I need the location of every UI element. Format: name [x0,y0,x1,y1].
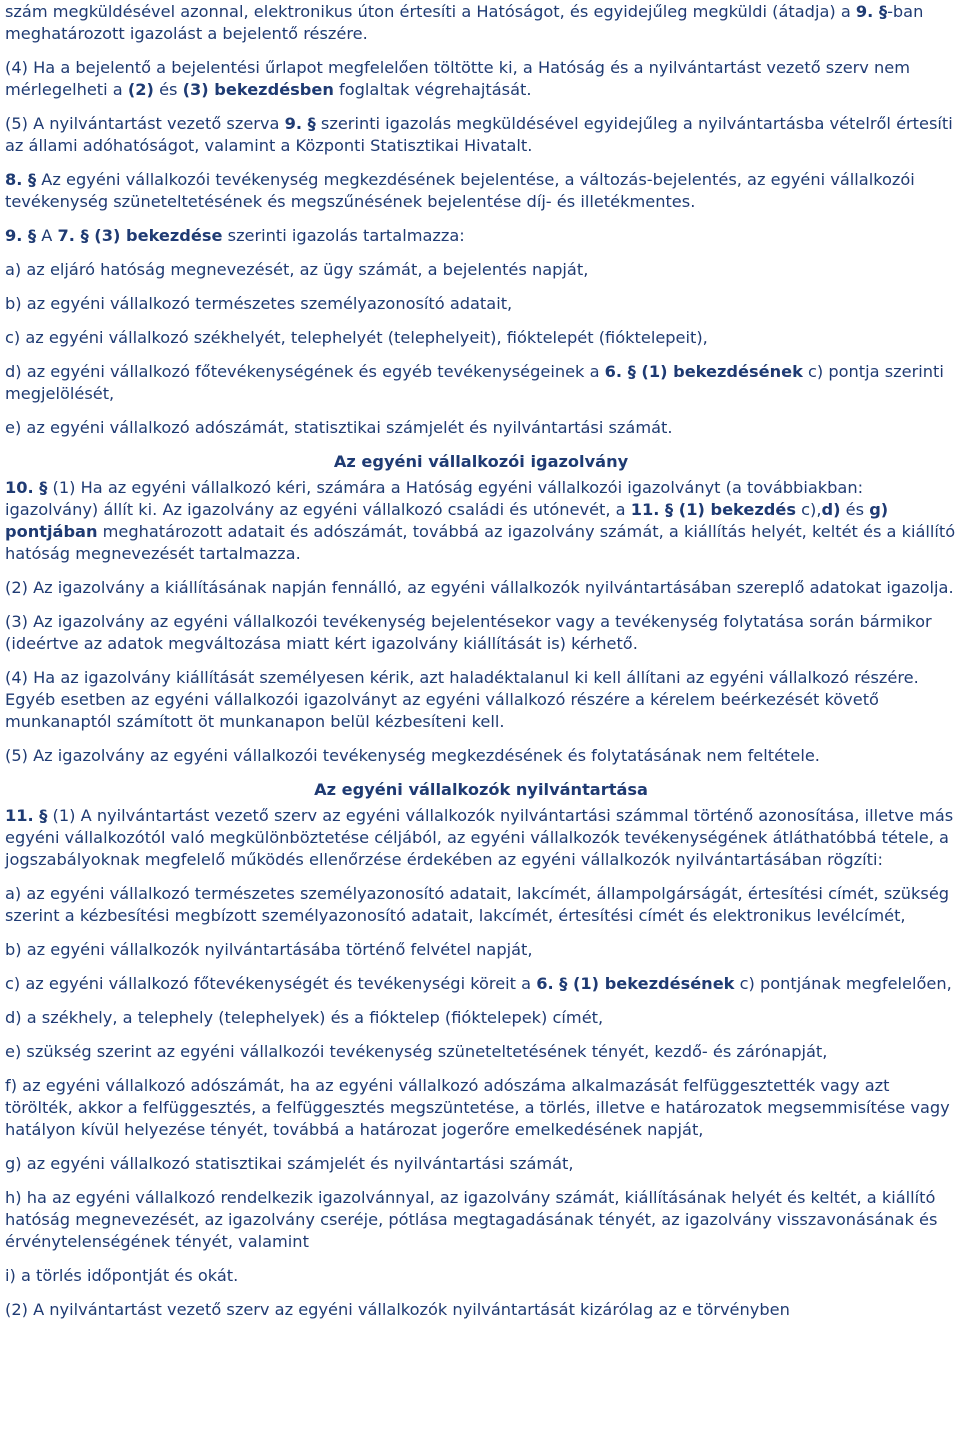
section-number: 9. § [5,226,37,245]
list-item-d: d) a székhely, a telephely (telephelyek) és a fióktelep (fióktelepek) címét, [5,1008,604,1027]
text: szerinti igazolás tartalmazza: [222,226,465,245]
section-9 [5,225,957,247]
document-page [5,1,957,1333]
section-11-1 [5,805,957,871]
heading-nyilvantartas: Az egyéni vállalkozók nyilvántartása [314,780,648,799]
list-item-e: e) az egyéni vállalkozó adószámát, statisztikai számjelét és nyilvántartási számát. [5,418,673,437]
text: c) pontjának megfelelően, [734,974,952,993]
list-item-a: a) az eljáró hatóság megnevezését, az ügy számát, a bejelentés napját, [5,260,589,279]
paragraph-continuation [5,1,957,45]
section-ref: 6. § (1) bekezdésének [604,362,803,381]
list-item-c [5,973,957,995]
text: (5) A nyilvántartást vezető szerva [5,114,285,133]
list-item-a: a) az egyéni vállalkozó természetes személyazonosító adatait, lakcímét, állampolgárságát, értesítési címét, szükség szerint a kézbesítési megbízott személyazonosító adatait, lakcímét, értesítési címét és elektronikus levélcímét, [5,884,950,925]
text: és [153,80,183,99]
section-8 [5,169,957,213]
list-item-f: f) az egyéni vállalkozó adószámát, ha az egyéni vállalkozó adószáma alkalmazását felfüggesztették vagy azt törölték, akkor a felfüggesztés, a felfüggesztés megszüntetése, a törlés, illetve e határozatok megsemmisítése vagy hatályon kívül helyezése tényét, továbbá a határozat jogerőre emelkedésének napját, [5,1076,950,1139]
list-item-d [5,361,957,405]
text: szerinti igazolás megküldésével egyidejűleg a nyilvántartásba vételről értesíti az állami adóhatóságot, valamint a Központi Statisztikai Hivatalt. [5,114,953,155]
paragraph-7-5 [5,113,957,157]
text: d) az egyéni vállalkozó főtevékenységének és egyéb tevékenységeinek a [5,362,605,381]
list-item-h: h) ha az egyéni vállalkozó rendelkezik igazolvánnyal, az igazolvány számát, kiállításának helyét és keltét, a kiállító hatóság megnevezését, az igazolvány cseréje, pótlása megtagadásának tényét, az igazolvány visszavonásának és érvénytelenségének tényét, valamint [5,1188,938,1251]
section-ref: (3) bekezdésben [182,80,334,99]
section-ref: 7. § (3) bekezdése [57,226,223,245]
section-number: 8. § [5,170,37,189]
section-number: 11. § [5,806,48,825]
text: meghatározott adatait és adószámát, továbbá az igazolvány számát, a kiállítás helyét, keltét és a kiállító hatóság megnevezését tartalmazza. [5,522,956,563]
text: -ban meghatározott igazolást a bejelentő részére. [5,2,924,43]
paragraph-10-3: (3) Az igazolvány az egyéni vállalkozói tevékenység bejelentésekor vagy a tevékenység folytatása során bármikor (ideértve az adatok megváltozása miatt kért igazolvány kiállítását is) kérhető. [5,612,932,653]
paragraph-10-2: (2) Az igazolvány a kiállításának napján fennálló, az egyéni vállalkozók nyilvántartásában szereplő adatokat igazolja. [5,578,954,597]
list-item-b: b) az egyéni vállalkozó természetes személyazonosító adatait, [5,294,513,313]
text: (1) A nyilvántartást vezető szerv az egyéni vállalkozók nyilvántartási számmal történő azonosítása, illetve más egyéni vállalkozótól való megkülönböztetése céljából, az egyéni vállalkozók tevékenységének átláthatóbbá tétele, a jogszabályoknak megfelelő működés ellenőrzése érdekében az egyéni vállalkozók nyilvántartásában rögzíti: [5,806,954,869]
list-item-i: i) a törlés időpontját és okát. [5,1266,239,1285]
list-item-b: b) az egyéni vállalkozók nyilvántartásába történő felvétel napját, [5,940,533,959]
text: (1) Ha az egyéni vállalkozó kéri, számára a Hatóság egyéni vállalkozói igazolványt (a továbbiakban: igazolvány) állít ki. Az igazolvány az egyéni vállalkozó családi és utónevét, a [5,478,864,519]
list-item-e: e) szükség szerint az egyéni vállalkozói tevékenység szüneteltetésének tényét, kezdő- és zárónapját, [5,1042,828,1061]
paragraph-10-4: (4) Ha az igazolvány kiállítását személyesen kérik, azt haladéktalanul ki kell állítani az egyéni vállalkozó részére. Egyéb esetben az egyéni vállalkozói igazolványt az egyéni vállalkozó részére a kérelem beérkezését követő munkanaptól számított öt munkanapon belül kézbesíteni kell. [5,668,919,731]
text: és [840,500,870,519]
text: c) pontja szerinti megjelölését, [5,362,944,403]
paragraph-10-5: (5) Az igazolvány az egyéni vállalkozói tevékenység megkezdésének és folytatásának nem feltétele. [5,746,820,765]
text: Az egyéni vállalkozói tevékenység megkezdésének bejelentése, a változás-bejelentés, az egyéni vállalkozói tevékenység szüneteltetésének és megszűnésének bejelentése díj- és illetékmentes. [5,170,915,211]
text: A [36,226,58,245]
list-item-c: c) az egyéni vállalkozó székhelyét, telephelyét (telephelyeit), fióktelepét (fióktelepeit), [5,328,708,347]
text: foglaltak végrehajtását. [333,80,532,99]
text: (4) Ha a bejelentő a bejelentési űrlapot megfelelően töltötte ki, a Hatóság és a nyilvántartást vezető szerv nem mérlegelheti a [5,58,911,99]
section-ref: 11. § (1) bekezdés [630,500,796,519]
text: c), [795,500,822,519]
section-ref: 9. § [284,114,316,133]
section-10-1 [5,477,957,565]
section-ref: (2) [127,80,154,99]
list-item-g: g) az egyéni vállalkozó statisztikai számjelét és nyilvántartási számát, [5,1154,574,1173]
paragraph-7-4 [5,57,957,101]
paragraph-11-2: (2) A nyilvántartást vezető szerv az egyéni vállalkozók nyilvántartását kizárólag az e törvényben [5,1300,790,1319]
text: szám megküldésével azonnal, elektronikus úton értesíti a Hatóságot, és egyidejűleg megküldi (átadja) a [5,2,856,21]
section-number: 10. § [5,478,48,497]
heading-igazolvany: Az egyéni vállalkozói igazolvány [333,452,629,471]
section-ref: d) [821,500,841,519]
section-ref: 9. § [855,2,888,21]
section-ref: g) pontjában [5,500,889,541]
section-ref: 6. § (1) bekezdésének [536,974,735,993]
text: c) az egyéni vállalkozó főtevékenységét és tevékenységi köreit a [5,974,537,993]
